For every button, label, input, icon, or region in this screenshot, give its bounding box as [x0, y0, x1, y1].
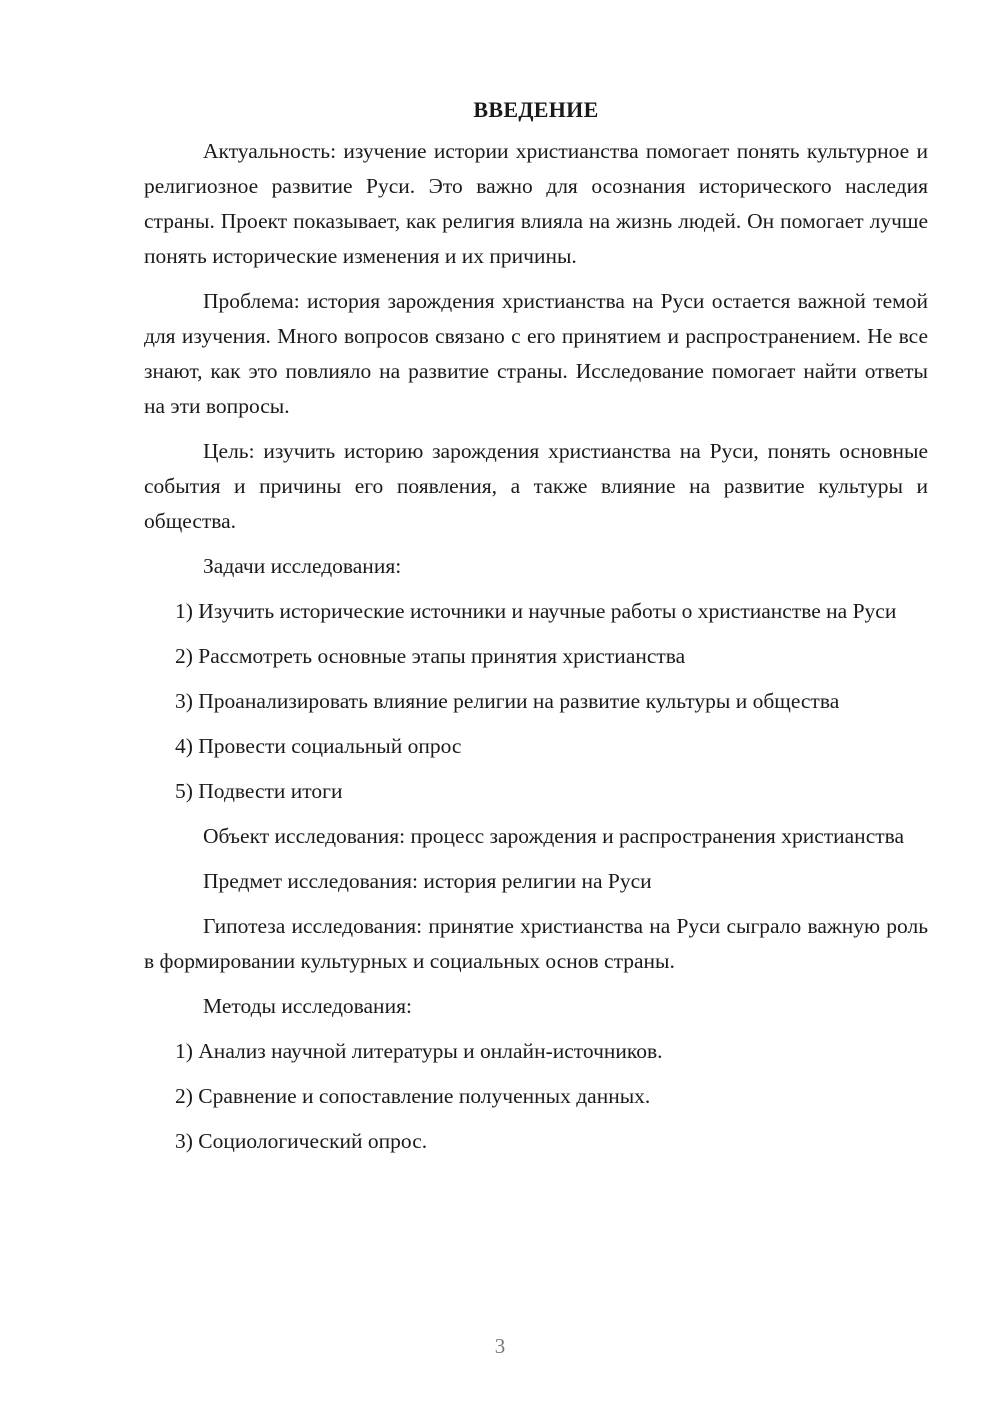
hypothesis-paragraph: Гипотеза исследования: принятие христианства на Руси сыграло важную роль в формировании культурных и социальных основ страны. — [144, 914, 928, 973]
method-item: 2) Сравнение и сопоставление полученных данных. — [175, 1084, 651, 1108]
method-item: 1) Анализ научной литературы и онлайн-источников. — [175, 1039, 663, 1063]
object-paragraph: Объект исследования: процесс зарождения и распространения христианства — [203, 824, 905, 848]
task-item: 5) Подвести итоги — [175, 779, 343, 803]
methods-list — [144, 1034, 928, 1159]
problem-paragraph: Проблема: история зарождения христианства на Руси остается важной темой для изучения. Много вопросов связано с его принятием и распространением. Не все знают, как это повлияло на развитие страны. Исследование помогает найти ответы на эти вопросы. — [144, 289, 928, 418]
section-title: ВВЕДЕНИЕ — [473, 97, 599, 122]
tasks-list — [144, 594, 928, 809]
relevance-paragraph: Актуальность: изучение истории христианства помогает понять культурное и религиозное развитие Руси. Это важно для осознания исторического наследия страны. Проект показывает, как религия влияла на жизнь людей. Он помогает лучше понять исторические изменения и их причины. — [144, 139, 928, 268]
page-number: 3 — [494, 1334, 506, 1358]
document-page — [144, 94, 928, 1169]
task-item: 3) Проанализировать влияние религии на развитие культуры и общества — [175, 689, 840, 713]
task-item: 4) Провести социальный опрос — [175, 734, 462, 758]
subject-paragraph: Предмет исследования: история религии на Руси — [203, 869, 652, 893]
goal-paragraph: Цель: изучить историю зарождения христианства на Руси, понять основные события и причины его появления, а также влияние на развитие культуры и общества. — [144, 439, 928, 533]
task-item: 2) Рассмотреть основные этапы принятия христианства — [175, 644, 686, 668]
method-item: 3) Социологический опрос. — [175, 1129, 428, 1153]
task-item: 1) Изучить исторические источники и научные работы о христианстве на Руси — [175, 599, 897, 623]
methods-heading: Методы исследования: — [203, 994, 412, 1018]
tasks-heading: Задачи исследования: — [203, 554, 402, 578]
